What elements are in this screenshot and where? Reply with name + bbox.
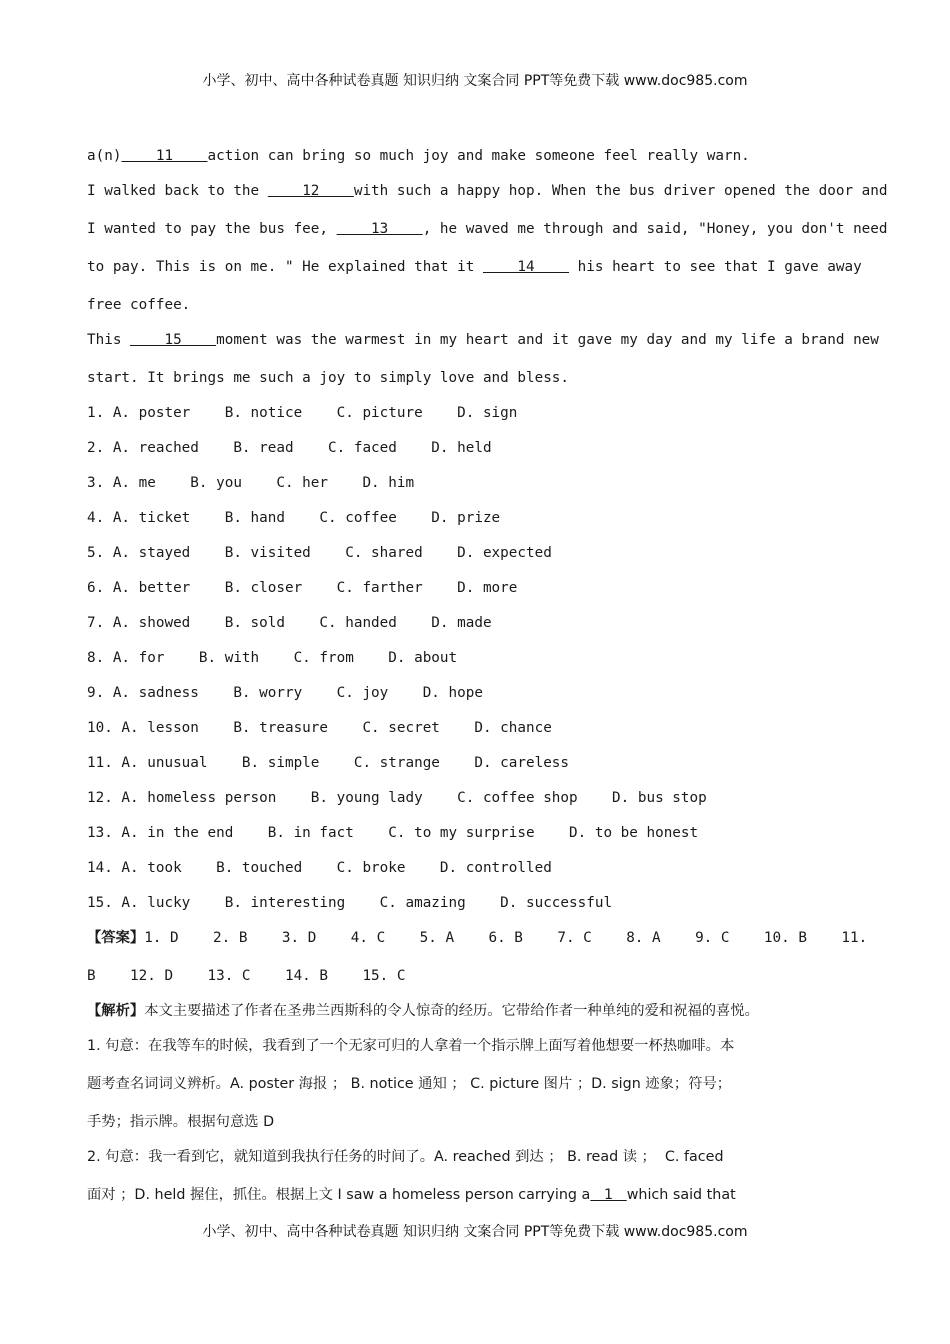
passage-line-1: a(n) 11 action can bring so much joy and make someone feel really warn.: [87, 148, 750, 164]
answer-label: 【答案】: [87, 930, 145, 946]
analysis-q1-line-1: 1. 句意：在我等车的时候，我看到了一个无家可归的人拿着一个指示牌上面写着他想要一杯热咖啡。本: [87, 1038, 735, 1054]
option-row: 14. A. took B. touched C. broke D. controlled: [87, 860, 552, 876]
passage-line-4: to pay. This is on me. " He explained that it 14 his heart to see that I gave away: [87, 259, 862, 275]
option-row: 11. A. unusual B. simple C. strange D. careless: [87, 755, 570, 771]
blank-14: 14: [482, 259, 570, 275]
page-header: 小学、初中、高中各种试卷真题 知识归纳 文案合同 PPT等免费下载 www.doc985.com: [202, 73, 748, 89]
option-row: 9. A. sadness B. worry C. joy D. hope: [87, 685, 483, 701]
analysis-q2-line-2: 面对 ；D. held 握住，抓住。根据上文 I saw a homeless person carrying a 1 which said that: [87, 1187, 736, 1203]
option-row: 5. A. stayed B. visited C. shared D. expected: [87, 545, 552, 561]
option-row: 13. A. in the end B. in fact C. to my surprise D. to be honest: [87, 825, 699, 841]
analysis-q2-line-1: 2. 句意：我一看到它，就知道到我执行任务的时间了。A. reached 到达 ； B. read 读 ； C. faced: [87, 1149, 724, 1165]
passage-line-6: This 15 moment was the warmest in my heart and it gave my day and my life a brand new: [87, 332, 879, 348]
blank-12: 12: [267, 183, 354, 199]
blank-13: 13: [336, 221, 423, 237]
passage-line-3: I wanted to pay the bus fee, 13 , he waved me through and said, "Honey, you don't need: [87, 221, 888, 237]
option-row: 15. A. lucky B. interesting C. amazing D. successful: [87, 895, 613, 911]
option-row: 4. A. ticket B. hand C. coffee D. prize: [87, 510, 501, 526]
answer-line-1: 【答案】1. D 2. B 3. D 4. C 5. A 6. B 7. C 8. A 9. C 10. B 11.: [87, 930, 868, 946]
option-row: 8. A. for B. with C. from D. about: [87, 650, 458, 666]
option-row: 3. A. me B. you C. her D. him: [87, 475, 415, 491]
option-row: 1. A. poster B. notice C. picture D. sign: [87, 405, 518, 421]
option-row: 7. A. showed B. sold C. handed D. made: [87, 615, 492, 631]
analysis-q1-line-3: 手势；指示牌。根据句意选 D: [87, 1114, 275, 1130]
analysis-q1-line-2: 题考查名词词义辨析。A. poster 海报 ； B. notice 通知 ； C. picture 图片 ；D. sign 迹象；符号；: [87, 1076, 732, 1092]
analysis-summary: 【解析】本文主要描述了作者在圣弗兰西斯科的令人惊奇的经历。它带给作者一种单纯的爱和祝福的喜悦。: [87, 1003, 759, 1019]
page-footer: 小学、初中、高中各种试卷真题 知识归纳 文案合同 PPT等免费下载 www.doc985.com: [202, 1224, 748, 1240]
option-row: 12. A. homeless person B. young lady C. coffee shop D. bus stop: [87, 790, 707, 806]
blank-15: 15: [130, 332, 217, 348]
passage-line-2: I walked back to the 12 with such a happy hop. When the bus driver opened the door and: [87, 183, 888, 199]
blank-11: 11: [121, 148, 208, 164]
option-row: 2. A. reached B. read C. faced D. held: [87, 440, 492, 456]
option-row: 10. A. lesson B. treasure C. secret D. chance: [87, 720, 552, 736]
passage-line-7: start. It brings me such a joy to simply love and bless.: [87, 370, 570, 386]
option-row: 6. A. better B. closer C. farther D. more: [87, 580, 518, 596]
analysis-label: 【解析】: [87, 1003, 145, 1019]
answer-line-2: B 12. D 13. C 14. B 15. C: [87, 968, 406, 984]
passage-line-5: free coffee.: [87, 297, 191, 313]
